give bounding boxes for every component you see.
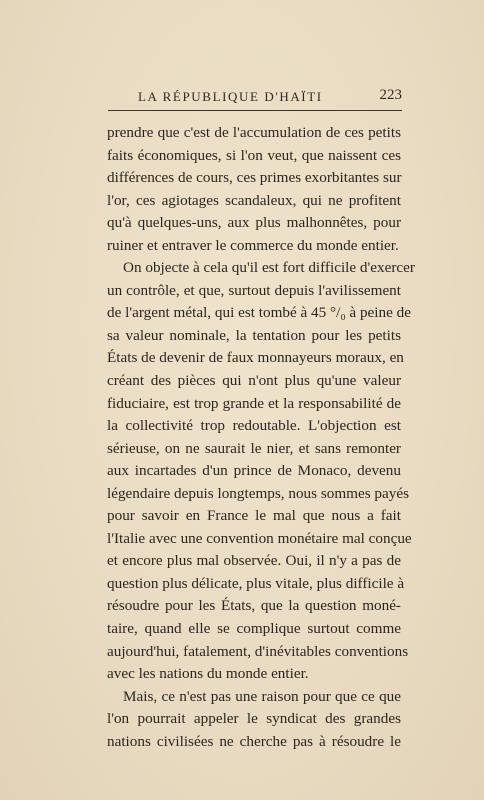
- text-line: de l'argent métal, qui est tombé à 45 °/₀ à peine de: [107, 304, 411, 322]
- text-line: créant des pièces qui n'ont plus qu'une valeur: [107, 372, 401, 390]
- text-line: faits économiques, si l'on veut, que naissent ces: [107, 146, 401, 164]
- text-line: pour savoir en France le mal que nous a fait: [107, 507, 401, 525]
- text-line: question plus délicate, plus vitale, plus difficile à: [107, 574, 405, 592]
- page-number: 223: [379, 87, 402, 103]
- text-line: différences de cours, ces primes exorbitantes sur: [107, 169, 402, 187]
- text-line: et encore plus mal observée. Oui, il n'y a pas de: [107, 552, 401, 570]
- text-line: On objecte à cela qu'il est fort difficile d'exercer: [123, 259, 415, 277]
- header-rule: [108, 110, 402, 111]
- text-line: taire, quand elle se complique surtout comme: [107, 620, 401, 638]
- text-line: résoudre pour les États, que la question moné-: [107, 597, 401, 615]
- page-header: [108, 88, 402, 112]
- text-line: États de devenir de faux monnayeurs moraux, en: [107, 349, 404, 367]
- text-line: avec les nations du monde entier.: [107, 665, 309, 683]
- text-line: qu'à quelques-uns, aux plus malhonnêtes, pour: [107, 214, 401, 232]
- text-line: nations civilisées ne cherche pas à résoudre le: [107, 732, 401, 750]
- text-line: prendre que c'est de l'accumulation de ces petits: [107, 124, 401, 141]
- running-title: LA RÉPUBLIQUE D'HAÏTI: [138, 89, 323, 104]
- text-line: fiduciaire, est trop grande et la responsabilité de: [107, 394, 401, 412]
- text-line: un contrôle, et que, surtout depuis l'avilissement: [107, 281, 401, 299]
- text-line: aujourd'hui, fatalement, d'inévitables conventions: [107, 642, 409, 660]
- text-line: légendaire depuis longtemps, nous sommes payés: [107, 484, 410, 502]
- text-line: l'Italie avec une convention monétaire mal conçue: [107, 529, 412, 547]
- body-text: [107, 122, 415, 753]
- text-line: sa valeur nominale, la tentation pour les petits: [107, 326, 401, 344]
- text-line: Mais, ce n'est pas une raison pour que ce que: [123, 687, 401, 705]
- text-line: l'or, ces agiotages scandaleux, qui ne profitent: [107, 191, 401, 209]
- text-line: aux incartades d'un prince de Monaco, devenu: [107, 462, 401, 480]
- text-line: ruiner et entraver le commerce du monde entier.: [107, 236, 399, 254]
- text-line: sérieuse, on ne saurait le nier, et sans remonter: [107, 439, 401, 457]
- text-line: l'on pourrait appeler le syndicat des grandes: [107, 710, 401, 728]
- text-line: la collectivité trop redoutable. L'objection est: [107, 417, 401, 435]
